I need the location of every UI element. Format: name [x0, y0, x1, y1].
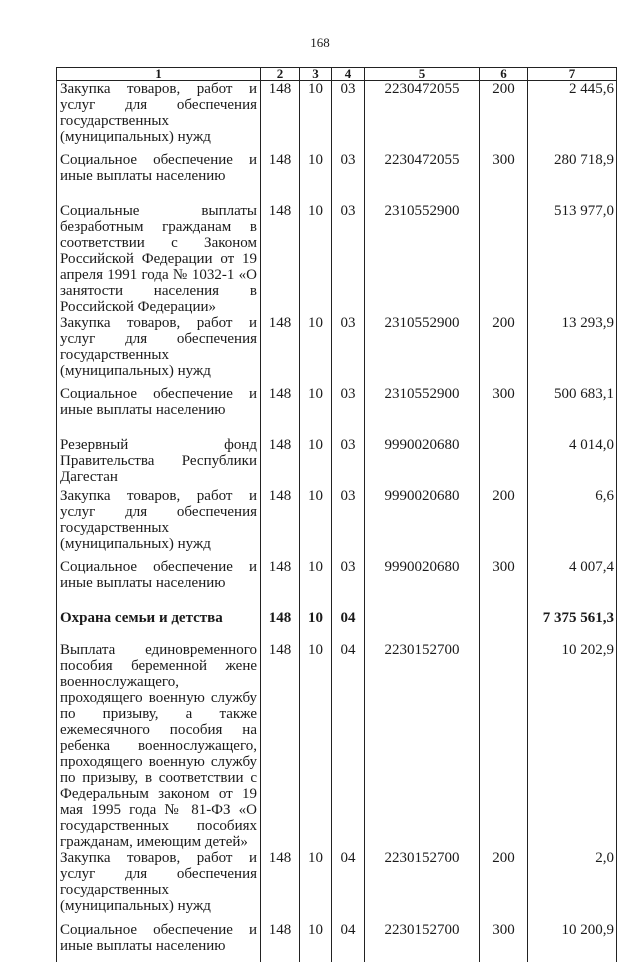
- row-name-cell: Закупка товаров, работ и услуг для обеспечения государственных (муниципальных) нужд: [57, 315, 261, 386]
- column-header: 5: [365, 68, 480, 81]
- row-value-cell: 148: [261, 203, 300, 315]
- row-name-cell: Закупка товаров, работ и услуг для обеспечения государственных (муниципальных) нужд: [57, 488, 261, 559]
- table-row: [57, 437, 617, 488]
- row-value-cell: 2230472055: [365, 152, 480, 203]
- row-value-cell: 4 007,4: [528, 559, 617, 610]
- row-value-cell: 10 202,9: [528, 642, 617, 850]
- row-value-cell: 9990020680: [365, 559, 480, 610]
- table-header-row: [57, 68, 617, 81]
- row-value-cell: 10: [300, 203, 332, 315]
- row-value-cell: 10: [300, 850, 332, 922]
- row-value-cell: 10: [300, 386, 332, 437]
- budget-table: [56, 67, 617, 962]
- row-value-cell: 148: [261, 642, 300, 850]
- row-value-cell: 10: [300, 488, 332, 559]
- row-value-cell: 148: [261, 922, 300, 962]
- row-value-cell: 148: [261, 850, 300, 922]
- row-value-cell: 148: [261, 81, 300, 153]
- row-value-cell: 148: [261, 559, 300, 610]
- row-value-cell: 2230152700: [365, 922, 480, 962]
- table-row: [57, 203, 617, 315]
- row-value-cell: 03: [332, 81, 365, 153]
- row-value-cell: 2,0: [528, 850, 617, 922]
- table-row: [57, 559, 617, 610]
- column-header: 7: [528, 68, 617, 81]
- row-value-cell: 04: [332, 610, 365, 642]
- row-value-cell: 148: [261, 610, 300, 642]
- table-row: [57, 488, 617, 559]
- row-name-cell: Закупка товаров, работ и услуг для обеспечения государственных (муниципальных) нужд: [57, 850, 261, 922]
- row-value-cell: 513 977,0: [528, 203, 617, 315]
- table-row: [57, 610, 617, 642]
- row-value-cell: 03: [332, 152, 365, 203]
- row-value-cell: 2 445,6: [528, 81, 617, 153]
- row-value-cell: 7 375 561,3: [528, 610, 617, 642]
- row-value-cell: 300: [480, 386, 528, 437]
- row-name-cell: Социальное обеспечение и иные выплаты населению: [57, 152, 261, 203]
- row-name-cell: Социальные выплаты безработным гражданам в соответствии с Законом Российской Федерации от 19 апреля 1991 года № 1032-1 «О занятости населения в Российской Федерации»: [57, 203, 261, 315]
- row-name-cell: Социальное обеспечение и иные выплаты населению: [57, 386, 261, 437]
- row-value-cell: 10: [300, 610, 332, 642]
- row-value-cell: [480, 203, 528, 315]
- row-value-cell: 9990020680: [365, 437, 480, 488]
- table-row: [57, 152, 617, 203]
- row-value-cell: 10: [300, 437, 332, 488]
- row-value-cell: 300: [480, 152, 528, 203]
- row-value-cell: 280 718,9: [528, 152, 617, 203]
- row-value-cell: [365, 610, 480, 642]
- row-value-cell: 03: [332, 488, 365, 559]
- row-value-cell: 9990020680: [365, 488, 480, 559]
- row-value-cell: 200: [480, 488, 528, 559]
- row-value-cell: [480, 437, 528, 488]
- row-value-cell: 10 200,9: [528, 922, 617, 962]
- row-value-cell: 03: [332, 437, 365, 488]
- row-value-cell: 10: [300, 922, 332, 962]
- row-value-cell: 2310552900: [365, 203, 480, 315]
- row-name-cell: Закупка товаров, работ и услуг для обеспечения государственных (муниципальных) нужд: [57, 81, 261, 153]
- table-row: [57, 386, 617, 437]
- row-value-cell: 6,6: [528, 488, 617, 559]
- row-value-cell: 148: [261, 437, 300, 488]
- table-row: [57, 315, 617, 386]
- row-value-cell: 10: [300, 81, 332, 153]
- column-header: 2: [261, 68, 300, 81]
- row-value-cell: 4 014,0: [528, 437, 617, 488]
- row-value-cell: 2230152700: [365, 850, 480, 922]
- row-value-cell: 2230472055: [365, 81, 480, 153]
- column-header: 1: [57, 68, 261, 81]
- row-value-cell: 03: [332, 203, 365, 315]
- row-value-cell: 200: [480, 315, 528, 386]
- row-value-cell: 148: [261, 152, 300, 203]
- row-value-cell: 10: [300, 559, 332, 610]
- row-value-cell: 2230152700: [365, 642, 480, 850]
- column-header: 6: [480, 68, 528, 81]
- row-value-cell: 03: [332, 386, 365, 437]
- row-value-cell: 200: [480, 81, 528, 153]
- table-row: [57, 81, 617, 153]
- row-value-cell: 300: [480, 922, 528, 962]
- row-value-cell: [480, 642, 528, 850]
- row-value-cell: 03: [332, 315, 365, 386]
- page-number: 168: [310, 35, 330, 50]
- row-value-cell: 148: [261, 315, 300, 386]
- row-value-cell: 200: [480, 850, 528, 922]
- row-value-cell: 500 683,1: [528, 386, 617, 437]
- row-value-cell: 10: [300, 315, 332, 386]
- row-name-cell: Охрана семьи и детства: [57, 610, 261, 642]
- row-value-cell: 13 293,9: [528, 315, 617, 386]
- row-name-cell: Социальное обеспечение и иные выплаты населению: [57, 922, 261, 962]
- column-header: 4: [332, 68, 365, 81]
- table-row: [57, 850, 617, 922]
- row-value-cell: 300: [480, 559, 528, 610]
- row-value-cell: 2310552900: [365, 386, 480, 437]
- row-value-cell: 04: [332, 922, 365, 962]
- row-value-cell: 10: [300, 642, 332, 850]
- row-name-cell: Резервный фонд Правительства Республики Дагестан: [57, 437, 261, 488]
- row-value-cell: 148: [261, 386, 300, 437]
- row-value-cell: 2310552900: [365, 315, 480, 386]
- row-value-cell: 04: [332, 642, 365, 850]
- row-name-cell: Выплата единовременного пособия беременной жене военнослужащего, проходящего военную службу по призыву, а также ежемесячного пособия на ребенка военнослужащего, проходящего военную службу по призыву, в соответствии с Федеральным законом от 19 мая 1995 года № 81-ФЗ «О государственных пособиях гражданам, имеющим детей»: [57, 642, 261, 850]
- row-value-cell: 10: [300, 152, 332, 203]
- row-value-cell: [480, 610, 528, 642]
- row-value-cell: 148: [261, 488, 300, 559]
- column-header: 3: [300, 68, 332, 81]
- table-row: [57, 922, 617, 962]
- table-row: [57, 642, 617, 850]
- row-value-cell: 03: [332, 559, 365, 610]
- row-name-cell: Социальное обеспечение и иные выплаты населению: [57, 559, 261, 610]
- row-value-cell: 04: [332, 850, 365, 922]
